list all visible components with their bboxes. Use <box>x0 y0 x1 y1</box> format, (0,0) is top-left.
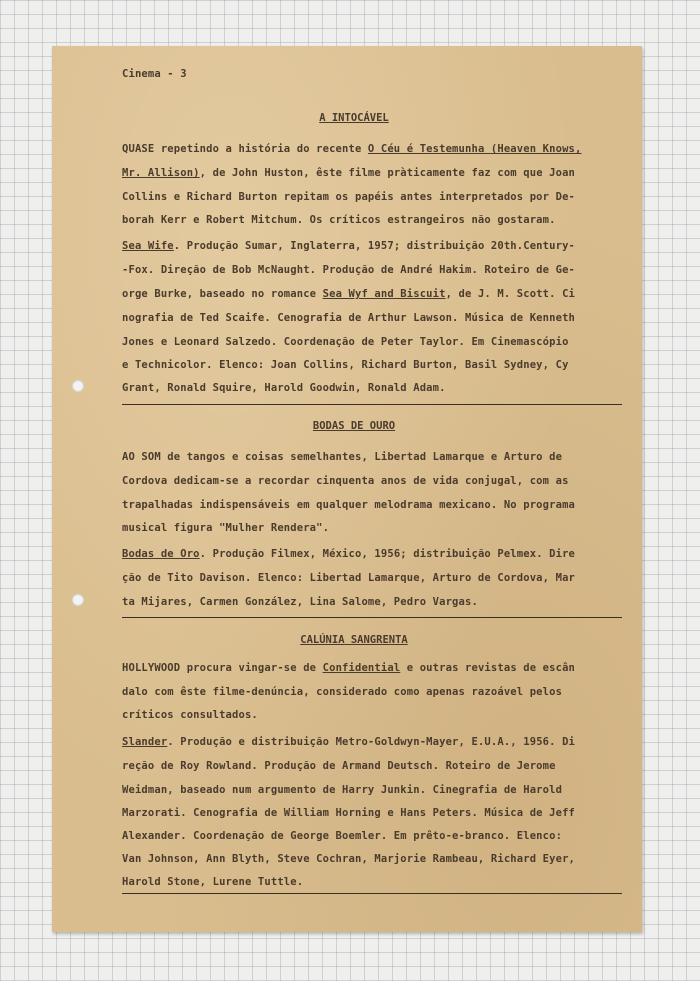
divider <box>122 404 622 405</box>
text-line: Mr. Allison), de John Huston, êste filme pràticamente faz com que Joan <box>122 167 576 179</box>
text-line: -Fox. Direção de Bob McNaught. Produção de André Hakim. Roteiro de Ge- <box>122 264 576 276</box>
divider <box>122 617 622 618</box>
page-header: Cinema - 3 <box>122 68 187 80</box>
text-line: orge Burke, baseado no romance Sea Wyf and Biscuit, de J. M. Scott. Ci <box>122 288 576 300</box>
text-line: ta Mijares, Carmen González, Lina Salome, Pedro Vargas. <box>122 596 478 608</box>
text-line: QUASE repetindo a história do recente O Céu é Testemunha (Heaven Knows, <box>122 143 582 155</box>
text-line: nografia de Ted Scaife. Cenografia de Arthur Lawson. Música de Kenneth <box>122 312 576 324</box>
punch-hole-bottom <box>72 594 84 606</box>
text-line: Jones e Leonard Salzedo. Coordenação de Peter Taylor. Em Cinemascópio <box>122 336 569 348</box>
text-line: borah Kerr e Robert Mitchum. Os críticos estrangeiros não gostaram. <box>122 214 556 226</box>
text-line: trapalhadas indispensáveis em qualquer melodrama mexicano. No programa <box>122 499 576 511</box>
text-line: Alexander. Coordenação de George Boemler. Em prêto-e-branco. Elenco: <box>122 830 563 842</box>
text-line: HOLLYWOOD procura vingar-se de Confidential e outras revistas de escân <box>122 662 576 674</box>
punch-hole-top <box>72 380 84 392</box>
text-line: ção de Tito Davison. Elenco: Libertad Lamarque, Arturo de Cordova, Mar <box>122 572 576 584</box>
section-title: A INTOCÁVEL <box>319 112 389 124</box>
text-line: Grant, Ronald Squire, Harold Goodwin, Ronald Adam. <box>122 382 446 394</box>
section-title: CALÚNIA SANGRENTA <box>300 634 408 646</box>
text-line: Marzorati. Cenografia de William Horning e Hans Peters. Música de Jeff <box>122 807 576 819</box>
text-line: Sea Wife. Produção Sumar, Inglaterra, 1957; distribuição 20th.Century- <box>122 240 576 252</box>
text-line: AO SOM de tangos e coisas semelhantes, Libertad Lamarque e Arturo de <box>122 451 563 463</box>
text-line: Collins e Richard Burton repitam os papéis antes interpretados por De- <box>122 191 576 203</box>
section-title: BODAS DE OURO <box>312 420 396 432</box>
text-line: Slander. Produção e distribuição Metro-Goldwyn-Mayer, E.U.A., 1956. Di <box>122 736 576 748</box>
text-line: Weidman, baseado num argumento de Harry Junkin. Cinegrafia de Harold <box>122 784 563 796</box>
text-line: Van Johnson, Ann Blyth, Steve Cochran, Marjorie Rambeau, Richard Eyer, <box>122 853 576 865</box>
text-line: reção de Roy Rowland. Produção de Armand Deutsch. Roteiro de Jerome <box>122 760 556 772</box>
divider <box>122 893 622 894</box>
text-line: e Technicolor. Elenco: Joan Collins, Richard Burton, Basil Sydney, Cy <box>122 359 569 371</box>
text-line: Bodas de Oro. Produção Filmex, México, 1956; distribuição Pelmex. Dire <box>122 548 576 560</box>
text-line: Harold Stone, Lurene Tuttle. <box>122 876 304 888</box>
text-line: críticos consultados. <box>122 709 258 721</box>
text-line: Cordova dedicam-se a recordar cinquenta anos de vida conjugal, com as <box>122 475 569 487</box>
text-line: musical figura "Mulher Rendera". <box>122 522 330 534</box>
text-line: dalo com êste filme-denúncia, considerado como apenas razoável pelos <box>122 686 563 698</box>
